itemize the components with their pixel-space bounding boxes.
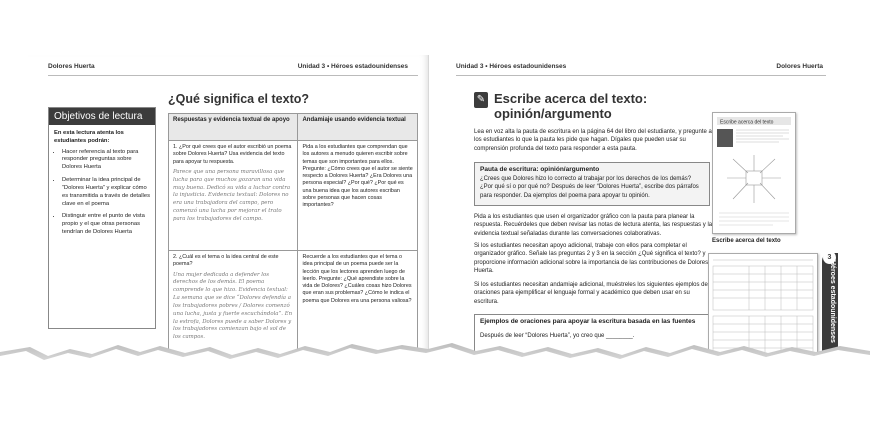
scaffold-text: Recuerde a los estudiantes que el tema o idea principal de un poema puede ser la lección que los lectores aprenden luego de leerlo. Pregunte: ¿Qué aprendiste sobre la vida de Dolores? ¿Cuáles cosas hizo Dolores que eran sus problemas? ¿Cómo le indica el poema que Dolores era una persona valiosa? — [302, 254, 412, 304]
objective-item: • Determinar la idea principal de “Dolores Huerta” y explicar cómo es transmitida a través de detalles clave en el poema — [62, 177, 151, 208]
intro-paragraph: Lea en voz alta la pauta de escritura en la página 64 del libro del estudiante, y pregunte a los estudiantes lo que la pauta les pide que hagan. Dígales que pueden usar su comprensión profunda del texto para responder a esta pauta. — [474, 129, 712, 152]
section-heading: Escribe acerca del texto: opinión/argumento — [494, 91, 648, 122]
col-header-responses: Respuestas y evidencia textual de apoyo — [169, 114, 298, 141]
running-head-right: Unidad 3 • Héroes estadounidenses — [297, 63, 408, 70]
running-head-left: Dolores Huerta — [48, 63, 95, 70]
objectives-title: Objetivos de lectura — [49, 108, 155, 125]
body-paragraph: Si los estudiantes necesitan apoyo adicional, trabaje con ellos para completar el organizador gráfico. Señale las preguntas 2 y 3 en la sección ¿Qué significa el texto? y proporcione información adicional sobre la importancia de las contribuciones de Dolores Huerta. — [474, 243, 709, 275]
prompt-title: Pauta de escritura: opinión/argumento — [480, 166, 600, 173]
examples-title: Ejemplos de oraciones para apoyar la escritura basada en las fuentes — [480, 318, 696, 325]
handwritten-answer: Una mujer dedicada a defender los derechos de los demás. El poema comprende lo que hizo. Evidencia textual: La semana que se dice “Dolores defendía a los trabajadores pobres / Dolores comenzó una lucha, justa y fuerte escuchándola”. En la estrofa, Dolores puede a saber Dolores y los trabajadores comienzan bajo el sol de los campos. — [173, 271, 293, 341]
objective-item: • Distinguir entre el punto de vista propio y el que otras personas tendrían de Dolores Huerta — [62, 213, 151, 236]
thumbnail-caption: Escribe acerca del texto — [712, 238, 781, 244]
objective-item: • Hacer referencia al texto para responder preguntas sobre Dolores Huerta — [62, 149, 151, 172]
unit-number-badge: 3 — [823, 251, 836, 264]
unit-side-tab-label: Héroes estadounidenses — [829, 260, 836, 343]
body-paragraph: Pida a los estudiantes que usen el organizador gráfico con la pauta para planear la respuesta. Recuérdeles que deben revisar las notas de lectura atenta, las respuestas y la evidencia textual señaladas durante las conversaciones colaborativas. — [474, 214, 713, 237]
running-head-right: Dolores Huerta — [776, 63, 823, 70]
prompt-text: ¿Crees que Dolores hizo lo correcto al trabajar por los derechos de los demás? ¿Por qué sí o por qué no? Después de leer “Dolores Huerta”, escribe dos párrafos para responder. Da ejemplos del poema para apoyar tu opinión. — [480, 176, 699, 199]
col-header-scaffolding: Andamiaje usando evidencia textual — [298, 114, 418, 141]
running-head-left: Unidad 3 • Héroes estadounidenses — [456, 63, 567, 70]
objectives-intro: En esta lectura atenta los estudiantes podrán: — [54, 130, 124, 144]
examples-text: Después de leer “Dolores Huerta”, yo creo que ________. — [480, 333, 635, 339]
section-heading: ¿Qué significa el texto? — [168, 92, 309, 106]
scaffold-text: Pida a los estudiantes que comprendan que los autores a menudo quieren escribir sobre temas que son importantes para ellos. Pregunte: ¿Cómo crees que el autor se siente respecto a Dolores Huerta? ¿Era Dolores una persona especial? ¿Por qué? ¿Por qué es una buena idea que los autores escriban sobre personas que hacen cosas importantes? — [302, 144, 413, 209]
thumbnail-title: Escribe acerca del texto — [720, 119, 774, 126]
pencil-icon: ✎ — [474, 92, 488, 108]
question-text: 2. ¿Cuál es el tema o la idea central de este poema? — [173, 254, 279, 268]
question-text: 1. ¿Por qué crees que el autor escribió un poema sobre Dolores Huerta? Usa evidencia del texto para apoyar tu respuesta. — [173, 144, 292, 165]
handwritten-answer: Parece que una persona maravillosa que lucha para que muchos gozaran una vida muy buena. Dedicó su vida a luchar contra la injusticia. Evidencia textual: Dolores no era una trabajadora del campo, pero comenzó una lucha por mejorar el trato para los trabajadores del campo. — [173, 168, 291, 222]
body-paragraph: Si los estudiantes necesitan andamiaje adicional, muéstreles los siguientes ejemplos de oraciones para ejemplificar el lenguaje formal y académico que deben usar en su escritura. — [474, 282, 708, 305]
